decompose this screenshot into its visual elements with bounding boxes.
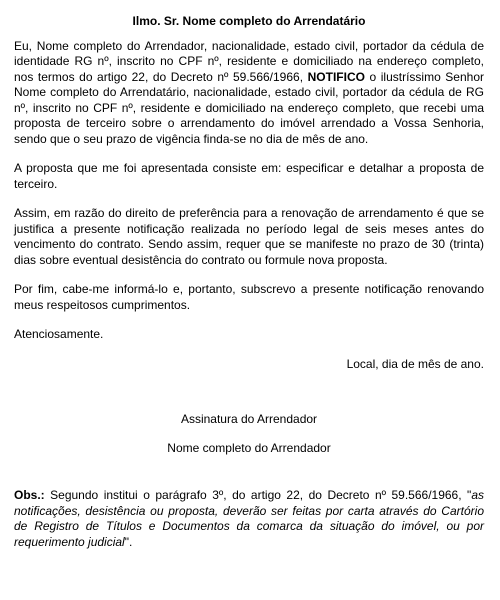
paragraph-regards: Por fim, cabe-me informá-lo e, portanto, subscrevo a presente notificação renovando meus respeitosos cumprimentos. (14, 282, 484, 312)
paragraph-preference-right: Assim, em razão do direito de preferência para a renovação de arrendamento é que se justifica a presente notificação realizada no período legal de seis meses antes do vencimento do contrato. Sendo assim, requer que se manifeste no prazo de 30 (trinta) dias sobre eventual desistência do contrato ou formule nova proposta. (14, 206, 484, 267)
signature-line: Assinatura do Arrendador (180, 412, 318, 426)
signer-name: Nome completo do Arrendador (167, 440, 331, 455)
notifico-keyword: NOTIFICO (307, 69, 365, 84)
obs-label: Obs.: (14, 488, 45, 502)
place-date: Local, dia de mês de ano. (346, 356, 484, 371)
document-title: Ilmo. Sr. Nome completo do Arrendatário (132, 14, 366, 28)
obs-text: Segundo institui o parágrafo 3º, do artigo 22, do Decreto nº 59.566/1966, " (44, 488, 472, 502)
paragraph-notification (14, 39, 484, 148)
obs-quote: as notificações, desistência ou proposta, deverão ser feitas por carta através do Cartório de Registro de Títulos e Documentos da comarca da situação do imóvel, ou por requerimento judicial (14, 488, 484, 549)
obs-end: ". (124, 534, 133, 549)
closing-text: Atenciosamente. (14, 327, 104, 341)
paragraph-notification-start: Eu, Nome completo do Arrendador, nacionalidade, estado civil, portador da cédula de identidade RG nº, inscrito no CPF nº, residente e domiciliado na endereço completo, nos termos do artigo 22, do Decreto nº 59.566/1966, (14, 38, 484, 84)
paragraph-proposal: A proposta que me foi apresentada consiste em: especificar e detalhar a proposta de terceiro. (14, 161, 484, 191)
observation-note (14, 488, 484, 550)
paragraph-notification-end: o ilustríssimo Senhor Nome completo do Arrendatário, nacionalidade, estado civil, portador da cédula de RG nº, inscrito no CPF nº, residente e domiciliado na endereço completo, que recebi uma proposta de terceiro sobre o arrendamento do imóvel arrendado a Vossa Senhoria, sendo que o seu prazo de vigência finda-se no dia de mês de ano. (14, 69, 484, 146)
